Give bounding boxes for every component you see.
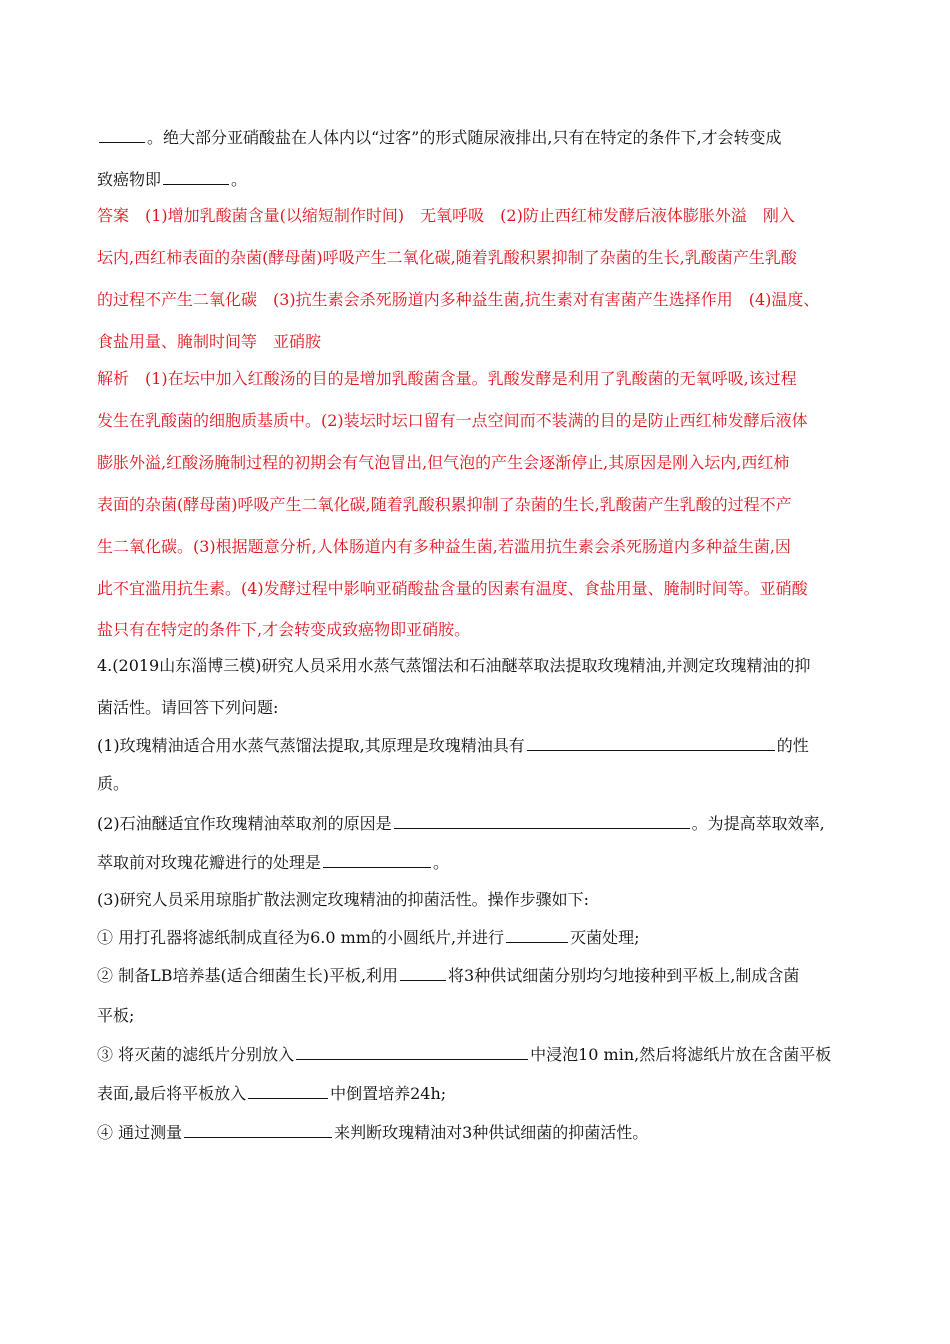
text-line	[97, 127, 782, 149]
answer-blank[interactable]	[184, 1122, 332, 1138]
question-line: 4.(2019山东淄博三模)研究人员采用水蒸气蒸馏法和石油醚萃取法提取玫瑰精油,并测定玫瑰精油的抑	[97, 656, 811, 675]
question-line: ③ 将灭菌的滤纸片分别放入 中浸泡10 min,然后将滤纸片放在含菌平板	[97, 1045, 832, 1064]
question-line: 表面,最后将平板放入 中倒置培养24h;	[97, 1084, 447, 1103]
answer-line: 食盐用量、腌制时间等 亚硝胺	[97, 332, 322, 351]
question-line: (1)玫瑰精油适合用水蒸气蒸馏法提取,其原理是玫瑰精油具有 的性	[97, 736, 809, 755]
question-line: 菌活性。请回答下列问题:	[97, 698, 279, 717]
answer-blank[interactable]	[527, 735, 775, 751]
answer-blank[interactable]	[248, 1083, 328, 1099]
analysis-line: 生二氧化碳。(3)根据题意分析,人体肠道内有多种益生菌,若滥用抗生素会杀死肠道内多种益生菌,因	[97, 537, 791, 556]
question-line: 质。	[97, 774, 130, 793]
question-line: (3)研究人员采用琼脂扩散法测定玫瑰精油的抑菌活性。操作步骤如下:	[97, 890, 590, 909]
answer-line: 答案 (1)增加乳酸菌含量(以缩短制作时间) 无氧呼吸 (2)防止西红柿发酵后液体膨胀外溢 刚入	[97, 206, 795, 225]
question-line: ④ 通过测量 来判断玫瑰精油对3种供试细菌的抑菌活性。	[97, 1123, 649, 1142]
answer-blank[interactable]	[99, 127, 145, 143]
question-line: ① 用打孔器将滤纸制成直径为6.0 mm的小圆纸片,并进行 灭菌处理;	[97, 928, 640, 947]
analysis-line: 膨胀外溢,红酸汤腌制过程的初期会有气泡冒出,但气泡的产生会逐渐停止,其原因是刚入坛内,西红柿	[97, 453, 790, 472]
answer-line: 坛内,西红柿表面的杂菌(酵母菌)呼吸产生二氧化碳,随着乳酸积累抑制了杂菌的生长,乳酸菌产生乳酸	[97, 248, 797, 267]
analysis-line: 发生在乳酸菌的细胞质基质中。(2)装坛时坛口留有一点空间而不装满的目的是防止西红柿发酵后液体	[97, 411, 808, 430]
answer-blank[interactable]	[163, 169, 229, 185]
answer-blank[interactable]	[296, 1044, 528, 1060]
analysis-line: 盐只有在特定的条件下,才会转变成致癌物即亚硝胺。	[97, 620, 471, 639]
answer-line: 的过程不产生二氧化碳 (3)抗生素会杀死肠道内多种益生菌,抗生素对有害菌产生选择作用 (4)温度、	[97, 290, 820, 309]
analysis-line: 解析 (1)在坛中加入红酸汤的目的是增加乳酸菌含量。乳酸发酵是利用了乳酸菌的无氧呼吸,该过程	[97, 369, 797, 388]
question-line: (2)石油醚适宜作玫瑰精油萃取剂的原因是 。为提高萃取效率,	[97, 814, 825, 833]
answer-blank[interactable]	[506, 927, 568, 943]
text-line: 致癌物即 。	[97, 170, 248, 189]
question-line: 萃取前对玫瑰花瓣进行的处理是 。	[97, 853, 450, 872]
question-line: ② 制备LB培养基(适合细菌生长)平板,利用 将3种供试细菌分别均匀地接种到平板上,制成含菌	[97, 966, 800, 985]
answer-blank[interactable]	[394, 813, 690, 829]
analysis-line: 表面的杂菌(酵母菌)呼吸产生二氧化碳,随着乳酸积累抑制了杂菌的生长,乳酸菌产生乳酸的过程不产	[97, 495, 792, 514]
question-line: 平板;	[97, 1006, 135, 1025]
line-text: 。绝大部分亚硝酸盐在人体内以“过客”的形式随尿液排出,只有在特定的条件下,才会转变成	[147, 128, 782, 147]
answer-blank[interactable]	[400, 965, 446, 981]
analysis-line: 此不宜滥用抗生素。(4)发酵过程中影响亚硝酸盐含量的因素有温度、食盐用量、腌制时间等。亚硝酸	[97, 579, 808, 598]
answer-blank[interactable]	[323, 852, 431, 868]
